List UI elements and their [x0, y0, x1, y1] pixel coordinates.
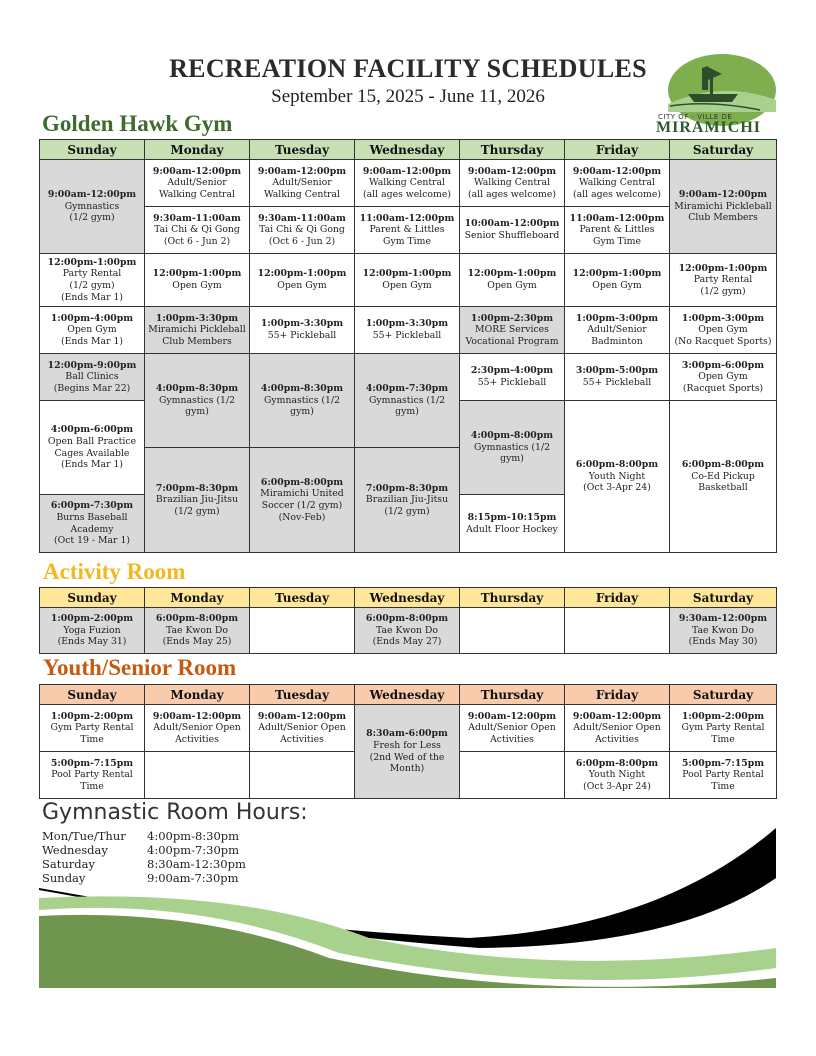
activity-detail: Academy [70, 523, 114, 535]
schedule-cell [460, 354, 565, 401]
activity-detail: (Begins Mar 22) [53, 382, 131, 394]
activity-time: 12:00pm-1:00pm [678, 262, 768, 274]
activity-detail: (1/2 gym) [174, 505, 220, 517]
header-monday: Monday [145, 685, 250, 705]
activity-detail: (No Racquet Sports) [674, 335, 772, 347]
activity-detail: (Oct 6 - Jun 2) [268, 235, 336, 247]
header-tuesday: Tuesday [250, 140, 355, 160]
schedule-cell [565, 160, 670, 207]
header-monday: Monday [145, 140, 250, 160]
schedule-cell [670, 705, 777, 752]
schedule-cell [40, 307, 145, 354]
golden-hawk-schedule-table [39, 139, 777, 553]
activity-detail: Brazilian Jiu-Jitsu [155, 494, 239, 506]
section-youth-senior-room: Youth/Senior Room [43, 655, 237, 680]
activity-detail: (1/2 gym) [69, 212, 115, 224]
schedule-cell [40, 160, 145, 254]
activity-detail: Open Ball Practice [47, 435, 137, 447]
activity-detail: Adult Floor Hockey [466, 523, 558, 535]
schedule-cell [250, 160, 355, 207]
activity-time: 6:00pm-8:00pm [155, 613, 239, 625]
activity-detail: Time [711, 780, 735, 792]
activity-time: 8:30am-6:00pm [366, 728, 448, 740]
header-monday: Monday [145, 588, 250, 608]
schedule-cell [460, 401, 565, 495]
schedule-cell [145, 705, 250, 752]
schedule-cell [565, 705, 670, 752]
activity-detail: (Ends May 31) [57, 636, 127, 648]
activity-detail: Pool Party Rental [682, 769, 764, 781]
schedule-cell [355, 608, 460, 654]
activity-detail: 55+ Pickleball [477, 377, 547, 388]
activity-detail: Open Gym [67, 324, 117, 336]
activity-time: 9:30am-11:00am [258, 212, 346, 224]
schedule-cell [670, 160, 777, 254]
schedule-cell [250, 254, 355, 307]
activity-time: 11:00am-12:00pm [569, 212, 665, 224]
header-tuesday: Tuesday [250, 685, 355, 705]
activity-detail: Miramichi United [260, 488, 344, 500]
activity-time: 4:00pm-8:30pm [155, 383, 239, 395]
schedule-cell [40, 354, 145, 401]
activity-time: 12:00pm-1:00pm [257, 268, 347, 280]
activity-detail: Walking Central [578, 177, 656, 189]
activity-time: 8:15pm-10:15pm [467, 511, 557, 523]
schedule-cell [40, 254, 145, 307]
activity-time: 2:30pm-4:00pm [470, 365, 554, 377]
hours-days: Mon/Tue/Thur [42, 829, 126, 843]
schedule-cell [565, 307, 670, 354]
activity-detail: (1/2 gym) [384, 505, 430, 517]
empty-cell [460, 752, 565, 799]
empty-cell [145, 752, 250, 799]
day-header-row [40, 588, 777, 608]
header-tuesday: Tuesday [250, 588, 355, 608]
activity-detail: Adult/Senior Open [468, 722, 556, 734]
decorative-wave [39, 828, 776, 988]
schedule-cell [670, 254, 777, 307]
activity-detail: Open Gym [698, 371, 748, 383]
activity-time: 5:00pm-7:15pm [50, 757, 134, 769]
activity-detail: (Oct 6 - Jun 2) [163, 235, 231, 247]
schedule-cell [460, 307, 565, 354]
schedule-cell [460, 254, 565, 307]
activity-detail: Pool Party Rental [51, 769, 133, 781]
activity-detail: Youth Night [588, 769, 646, 781]
activity-time: 9:30am-12:00pm [678, 613, 768, 625]
activity-detail: Club Members [162, 335, 232, 347]
activity-detail: Open Gym [382, 280, 432, 291]
activity-detail: Walking Central [158, 188, 236, 200]
activity-detail: Tae Kwon Do [376, 624, 438, 636]
schedule-cell [460, 207, 565, 254]
activity-detail: Tae Kwon Do [166, 624, 228, 636]
activity-detail: (Ends Mar 1) [60, 291, 124, 303]
activity-time: 6:00pm-8:00pm [681, 459, 765, 471]
activity-time: 12:00pm-1:00pm [572, 268, 662, 280]
activity-detail: Tai Chi & Qi Gong [154, 224, 240, 236]
activity-time: 11:00am-12:00pm [359, 212, 455, 224]
activity-detail: Co-Ed Pickup [691, 470, 755, 482]
schedule-cell [355, 207, 460, 254]
schedule-cell [250, 448, 355, 553]
schedule-cell [145, 354, 250, 448]
activity-detail: Cages Available [54, 447, 130, 459]
activity-detail: Open Gym [487, 280, 537, 291]
header-thursday: Thursday [460, 685, 565, 705]
header-wednesday: Wednesday [355, 140, 460, 160]
activity-detail: Open Gym [277, 280, 327, 291]
activity-time: 4:00pm-8:00pm [470, 430, 554, 442]
activity-detail: (Ends Mar 1) [60, 459, 124, 471]
activity-detail: Open Gym [592, 280, 642, 291]
activity-time: 4:00pm-7:30pm [365, 383, 449, 395]
header-thursday: Thursday [460, 140, 565, 160]
activity-time: 1:00pm-2:00pm [681, 710, 765, 722]
schedule-cell [460, 160, 565, 207]
day-header-row [40, 685, 777, 705]
activity-time: 9:00am-12:00pm [152, 165, 242, 177]
activity-time: 1:00pm-3:30pm [365, 318, 449, 330]
day-header-row [40, 140, 777, 160]
activity-time: 12:00pm-9:00pm [47, 359, 137, 371]
activity-time: 9:00am-12:00pm [257, 710, 347, 722]
schedule-cell [670, 354, 777, 401]
activity-time: 12:00pm-1:00pm [47, 256, 137, 268]
youth-senior-schedule-table [39, 684, 777, 799]
activity-detail: Adult/Senior Open [153, 722, 241, 734]
hours-days: Saturday [42, 857, 95, 871]
activity-detail: Vocational Program [465, 335, 559, 347]
activity-time: 1:00pm-4:00pm [50, 312, 134, 324]
activity-detail: Parent & Littles [579, 224, 655, 236]
activity-detail: Open Gym [172, 280, 222, 291]
activity-detail: Gym Party Rental [681, 722, 765, 734]
activity-detail: Activities [595, 733, 639, 745]
activity-time: 1:00pm-3:00pm [681, 312, 765, 324]
hours-days: Wednesday [42, 843, 108, 857]
activity-time: 9:00am-12:00pm [678, 189, 768, 201]
hours-time: 8:30am-12:30pm [147, 857, 246, 871]
activity-detail: Tai Chi & Qi Gong [259, 224, 345, 236]
activity-detail: Senior Shuffleboard [464, 230, 560, 241]
schedule-cell [355, 705, 460, 799]
activity-detail: (1/2 gym) [700, 285, 746, 297]
empty-cell [565, 608, 670, 654]
header-sunday: Sunday [40, 588, 145, 608]
activity-detail: 55+ Pickleball [372, 330, 442, 341]
schedule-cell [40, 401, 145, 495]
schedule-cell [40, 495, 145, 553]
activity-detail: Adult/Senior Open [573, 722, 661, 734]
activity-time: 9:00am-12:00pm [152, 710, 242, 722]
activity-detail: (all ages welcome) [363, 188, 451, 200]
activity-detail: (all ages welcome) [573, 188, 661, 200]
activity-detail: (all ages welcome) [468, 188, 556, 200]
header-friday: Friday [565, 685, 670, 705]
schedule-cell [250, 207, 355, 254]
header-sunday: Sunday [40, 685, 145, 705]
schedule-cell [250, 307, 355, 354]
schedule-cell [355, 254, 460, 307]
header-wednesday: Wednesday [355, 685, 460, 705]
activity-time: 6:00pm-8:00pm [575, 459, 659, 471]
activity-detail: 55+ Pickleball [582, 377, 652, 388]
activity-detail: Time [80, 780, 104, 792]
activity-detail: Yoga Fuzion [63, 624, 121, 636]
activity-detail: Time [711, 733, 735, 745]
activity-detail: Parent & Littles [369, 224, 445, 236]
activity-time: 6:00pm-8:00pm [260, 476, 344, 488]
activity-time: 12:00pm-1:00pm [362, 268, 452, 280]
empty-cell [250, 752, 355, 799]
activity-detail: Adult/Senior [167, 177, 227, 189]
schedule-cell [670, 307, 777, 354]
activity-detail: Gym Party Rental [50, 722, 134, 734]
activity-time: 4:00pm-6:00pm [50, 424, 134, 436]
activity-time: 9:00am-12:00pm [467, 165, 557, 177]
schedule-cell [145, 254, 250, 307]
activity-detail: Gymnastics (1/2 gym) [158, 394, 236, 418]
activity-detail: (Ends Mar 1) [60, 335, 124, 347]
schedule-cell [565, 354, 670, 401]
activity-time: 1:00pm-3:00pm [575, 312, 659, 324]
empty-cell [460, 608, 565, 654]
schedule-cell [145, 307, 250, 354]
activity-time: 9:00am-12:00pm [362, 165, 452, 177]
activity-detail: MORE Services [475, 324, 549, 336]
schedule-cell [145, 160, 250, 207]
activity-room-schedule-table [39, 587, 777, 654]
activity-time: 9:00am-12:00pm [467, 710, 557, 722]
schedule-cell [40, 752, 145, 799]
hours-time: 4:00pm-7:30pm [147, 843, 240, 857]
page-title: RECREATION FACILITY SCHEDULES [169, 54, 647, 83]
activity-detail: Gymnastics (1/2 gym) [368, 394, 446, 418]
activity-time: 3:00pm-5:00pm [575, 365, 659, 377]
schedule-cell [355, 448, 460, 553]
activity-time: 1:00pm-3:30pm [155, 312, 239, 324]
activity-detail: Fresh for Less [373, 739, 441, 751]
activity-detail: (Oct 3-Apr 24) [583, 482, 651, 494]
date-range: September 15, 2025 - June 11, 2026 [271, 86, 545, 107]
activity-detail: Adult/Senior [272, 177, 332, 189]
activity-detail: Party Rental [62, 268, 122, 280]
activity-detail: Tae Kwon Do [692, 624, 754, 636]
activity-time: 10:00am-12:00pm [464, 218, 560, 230]
activity-detail: Gym Time [383, 235, 431, 247]
activity-detail: Brazilian Jiu-Jitsu [365, 494, 449, 506]
header-saturday: Saturday [670, 588, 777, 608]
activity-detail: (Racquet Sports) [682, 382, 764, 394]
activity-time: 7:00pm-8:30pm [155, 482, 239, 494]
activity-time: 9:00am-12:00pm [572, 165, 662, 177]
schedule-cell [250, 705, 355, 752]
schedule-cell [355, 307, 460, 354]
activity-detail: Activities [490, 733, 534, 745]
activity-time: 1:00pm-3:30pm [260, 318, 344, 330]
activity-detail: (Ends May 27) [372, 636, 442, 648]
activity-detail: Gym Time [593, 235, 641, 247]
activity-detail: Club Members [688, 212, 758, 224]
activity-detail: Time [80, 733, 104, 745]
activity-detail: Party Rental [693, 274, 753, 286]
activity-time: 5:00pm-7:15pm [681, 757, 765, 769]
activity-detail: (Ends May 30) [688, 636, 758, 648]
activity-detail: Soccer (1/2 gym) [261, 500, 343, 511]
schedule-cell [565, 401, 670, 553]
schedule-cell [460, 705, 565, 752]
activity-detail: (Nov-Feb) [278, 511, 326, 523]
activity-detail: Gymnastics [64, 200, 120, 212]
activity-time: 12:00pm-1:00pm [467, 268, 557, 280]
activity-time: 9:00am-12:00pm [47, 189, 137, 201]
activity-detail: Adult/Senior Open [258, 722, 346, 734]
activity-detail: 55+ Pickleball [267, 330, 337, 341]
activity-detail: Miramichi Pickleball [674, 200, 772, 212]
activity-detail: (Ends May 25) [162, 636, 232, 648]
header-sunday: Sunday [40, 140, 145, 160]
schedule-cell [40, 608, 145, 654]
activity-detail: (Oct 19 - Mar 1) [53, 535, 131, 547]
empty-cell [250, 608, 355, 654]
activity-detail: Basketball [698, 482, 748, 494]
schedule-cell [145, 448, 250, 553]
activity-detail: Badminton [591, 335, 643, 347]
schedule-cell [355, 354, 460, 448]
activity-time: 1:00pm-2:30pm [470, 312, 554, 324]
activity-time: 9:30am-11:00am [153, 212, 241, 224]
activity-detail: Activities [280, 733, 324, 745]
activity-detail: Gymnastics (1/2 gym) [473, 441, 551, 465]
activity-detail: Open Gym [698, 324, 748, 336]
activity-time: 12:00pm-1:00pm [152, 268, 242, 280]
activity-detail: Adult/Senior [587, 324, 647, 336]
schedule-cell [40, 705, 145, 752]
activity-time: 6:00pm-8:00pm [365, 613, 449, 625]
activity-detail: (1/2 gym) [69, 280, 115, 291]
header-friday: Friday [565, 588, 670, 608]
activity-detail: Miramichi Pickleball [148, 324, 246, 336]
activity-detail: (2nd Wed of the Month) [369, 751, 445, 775]
schedule-cell [565, 207, 670, 254]
header-wednesday: Wednesday [355, 588, 460, 608]
schedule-cell [670, 401, 777, 553]
header-saturday: Saturday [670, 685, 777, 705]
activity-detail: Burns Baseball [56, 511, 128, 523]
header-friday: Friday [565, 140, 670, 160]
activity-detail: Walking Central [263, 188, 341, 200]
activity-time: 7:00pm-8:30pm [365, 482, 449, 494]
schedule-cell [670, 752, 777, 799]
activity-time: 4:00pm-8:30pm [260, 383, 344, 395]
schedule-cell [670, 608, 777, 654]
hours-time: 4:00pm-8:30pm [147, 829, 240, 843]
activity-time: 6:00pm-8:00pm [575, 757, 659, 769]
section-golden-hawk-gym: Golden Hawk Gym [42, 111, 233, 136]
header-saturday: Saturday [670, 140, 777, 160]
activity-detail: Walking Central [368, 177, 446, 189]
activity-detail: Walking Central [473, 177, 551, 189]
schedule-cell [355, 160, 460, 207]
activity-time: 3:00pm-6:00pm [681, 359, 765, 371]
hours-days: Sunday [42, 871, 86, 885]
activity-detail: (Oct 3-Apr 24) [583, 780, 651, 792]
schedule-cell [145, 608, 250, 654]
hours-time: 9:00am-7:30pm [147, 871, 239, 885]
activity-time: 9:00am-12:00pm [572, 710, 662, 722]
header-thursday: Thursday [460, 588, 565, 608]
activity-time: 1:00pm-2:00pm [50, 613, 134, 625]
activity-detail: Ball Clinics [65, 371, 119, 383]
schedule-cell [460, 495, 565, 553]
schedule-cell [565, 254, 670, 307]
schedule-cell [145, 207, 250, 254]
activity-detail: Youth Night [588, 470, 646, 482]
activity-time: 9:00am-12:00pm [257, 165, 347, 177]
activity-time: 6:00pm-7:30pm [50, 500, 134, 512]
gymnastic-hours-title: Gymnastic Room Hours: [42, 800, 308, 825]
schedule-cell [565, 752, 670, 799]
activity-time: 1:00pm-2:00pm [50, 710, 134, 722]
schedule-cell [250, 354, 355, 448]
activity-detail: Activities [175, 733, 219, 745]
activity-detail: Gymnastics (1/2 gym) [263, 394, 341, 418]
section-activity-room: Activity Room [43, 559, 186, 584]
logo-city-label: CITY OF - VILLE DE [658, 113, 733, 121]
logo-name: MIRAMICHI [656, 119, 761, 136]
